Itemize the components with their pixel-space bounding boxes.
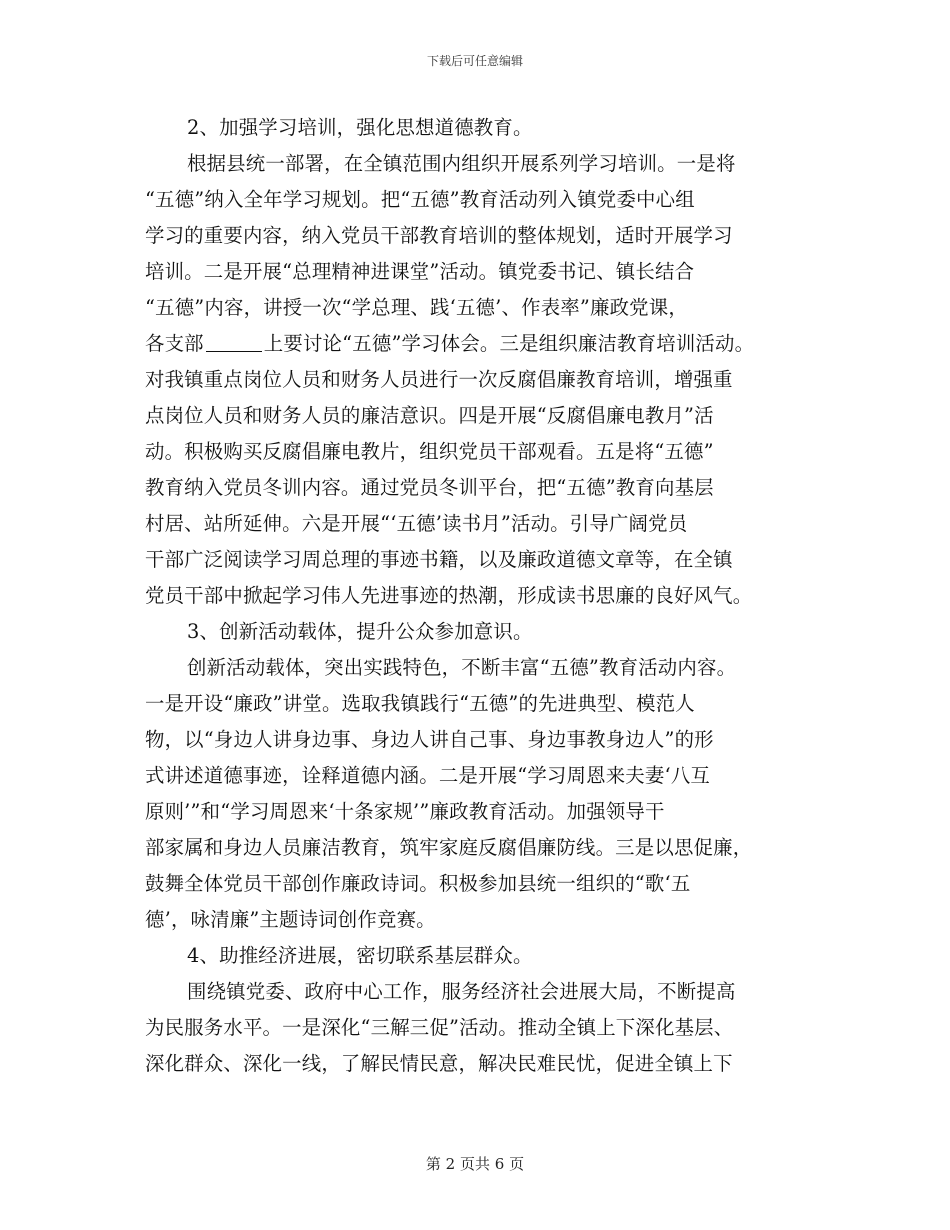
- paragraph-line: 深化群众、深化一线，了解民情民意，解决民难民忧，促进全镇上下: [145, 1052, 733, 1075]
- paragraph-line: 物，以“身边人讲身边事、身边人讲自己事、身边事教身边人”的形: [145, 728, 714, 751]
- paragraph-line: 根据县统一部署，在全镇范围内组织开展系列学习培训。一是将: [187, 152, 736, 175]
- paragraph-line: 对我镇重点岗位人员和财务人员进行一次反腐倡廉教育培训，增强重: [145, 368, 733, 391]
- page-footer: 第 2 页共 6 页: [425, 1155, 525, 1173]
- paragraph-line: 创新活动载体，突出实践特色，不断丰富“五德”教育活动内容。: [187, 656, 737, 679]
- paragraph-line: 德’，咏清廉”主题诗词创作竞赛。: [145, 908, 436, 931]
- paragraph-line: 村居、站所延伸。六是开展“‘五德’读书月”活动。引导广阔党员: [145, 512, 688, 535]
- paragraph-line: 教育纳入党员冬训内容。通过党员冬训平台，把“五德”教育向基层: [145, 476, 714, 499]
- paragraph-line: 干部广泛阅读学习周总理的事迹书籍，以及廉政道德文章等，在全镇: [145, 548, 733, 571]
- line-segment: 上要讨论“五德”学习体会。三是组织廉洁教育培训活动。: [263, 332, 755, 355]
- paragraph-line-with-blank: [145, 326, 815, 362]
- paragraph-line: 一是开设“廉政”讲堂。选取我镇践行“五德”的先进典型、模范人: [145, 692, 695, 715]
- paragraph-line: 点岗位人员和财务人员的廉洁意识。四是开展“反腐倡廉电教月”活: [145, 404, 714, 427]
- paragraph-line: 原则’”和“学习周恩来‘十条家规’”廉政教育活动。加强领导干: [145, 800, 665, 823]
- paragraph-line: 式讲述道德事迹，诠释道德内涵。二是开展“学习周恩来夫妻‘八互: [145, 764, 711, 787]
- paragraph-line: 部家属和身边人员廉洁教育，筑牢家庭反腐倡廉防线。三是以思促廉，: [145, 836, 753, 859]
- paragraph-line: 培训。二是开展“总理精神进课堂”活动。镇党委书记、镇长结合: [145, 260, 695, 283]
- paragraph-line: 鼓舞全体党员干部创作廉政诗词。积极参加县统一组织的“歌‘五: [145, 872, 691, 895]
- paragraph-line: 学习的重要内容，纳入党员干部教育培训的整体规划，适时开展学习: [145, 224, 733, 247]
- fill-in-blank: [206, 349, 262, 352]
- paragraph-line: 党员干部中掀起学习伟人先进事迹的热潮，形成读书思廉的良好风气。: [145, 584, 753, 607]
- section-heading-2: 2、加强学习培训，强化思想道德教育。: [187, 116, 533, 139]
- paragraph-line: 围绕镇党委、政府中心工作，服务经济社会进展大局，不断提高: [187, 980, 736, 1003]
- line-segment: 各支部: [145, 332, 204, 355]
- document-body: [145, 110, 815, 1082]
- section-heading-3: 3、创新活动载体，提升公众参加意识。: [187, 620, 533, 643]
- paragraph-line: 动。积极购买反腐倡廉电教片，组织党员干部观看。五是将“五德”: [145, 440, 714, 463]
- page-header: 下载后可任意编辑: [426, 54, 523, 68]
- paragraph-line: “五德”内容，讲授一次“学总理、践‘五德’、作表率”廉政党课，: [145, 296, 688, 319]
- section-heading-4: 4、助推经济进展，密切联系基层群众。: [187, 944, 533, 967]
- paragraph-line: 为民服务水平。一是深化“三解三促”活动。推动全镇上下深化基层、: [145, 1016, 734, 1039]
- paragraph-line: “五德”纳入全年学习规划。把“五德”教育活动列入镇党委中心组: [145, 188, 695, 211]
